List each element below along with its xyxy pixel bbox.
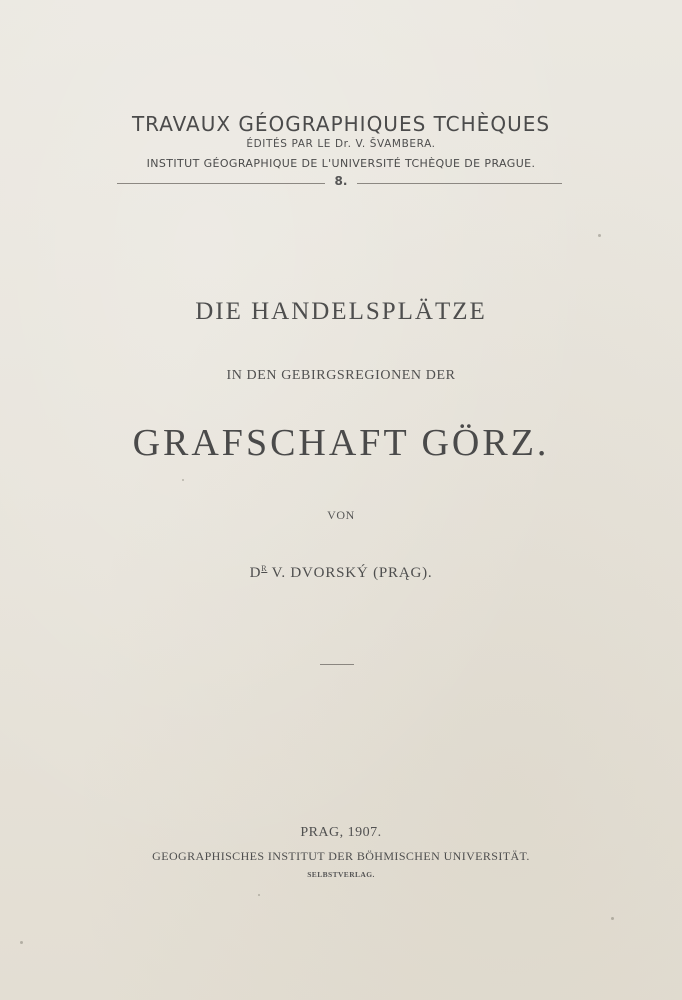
publisher: GEOGRAPHISCHES INSTITUT DER BÖHMISCHEN UNIVERSITÄT. bbox=[152, 849, 530, 863]
author-prefix: D bbox=[249, 565, 262, 581]
place-year: PRAG, 1907. bbox=[300, 825, 382, 840]
region-title: GRAFSCHAFT GÖRZ. bbox=[132, 422, 550, 464]
paper-speck bbox=[258, 894, 260, 896]
paper-speck bbox=[611, 917, 614, 920]
editors-line: ÉDITÉS PAR LE Dr. V. ŠVAMBERA. bbox=[246, 138, 436, 150]
volume-number: 8. bbox=[334, 174, 348, 188]
series-title: TRAVAUX GÉOGRAPHIQUES TCHÈQUES bbox=[131, 112, 551, 136]
self-published: SELBSTVERLAG. bbox=[307, 870, 375, 879]
subtitle: IN DEN GEBIRGSREGIONEN DER bbox=[226, 368, 456, 383]
author-line bbox=[0, 564, 682, 582]
paper-speck bbox=[20, 941, 23, 944]
paper-speck bbox=[598, 234, 601, 237]
paper-speck bbox=[182, 479, 184, 481]
institute-line: INSTITUT GÉOGRAPHIQUE DE L'UNIVERSITÉ TCHÈQUE DE PRAGUE. bbox=[146, 157, 536, 170]
divider-rule bbox=[320, 664, 354, 665]
author-name: V. DVORSKÝ (PRĄG). bbox=[267, 565, 433, 581]
author-superscript: R bbox=[261, 564, 268, 573]
main-title: DIE HANDELSPLÄTZE bbox=[195, 298, 487, 325]
by-word: VON bbox=[327, 508, 355, 522]
header-rule-right bbox=[357, 183, 562, 184]
